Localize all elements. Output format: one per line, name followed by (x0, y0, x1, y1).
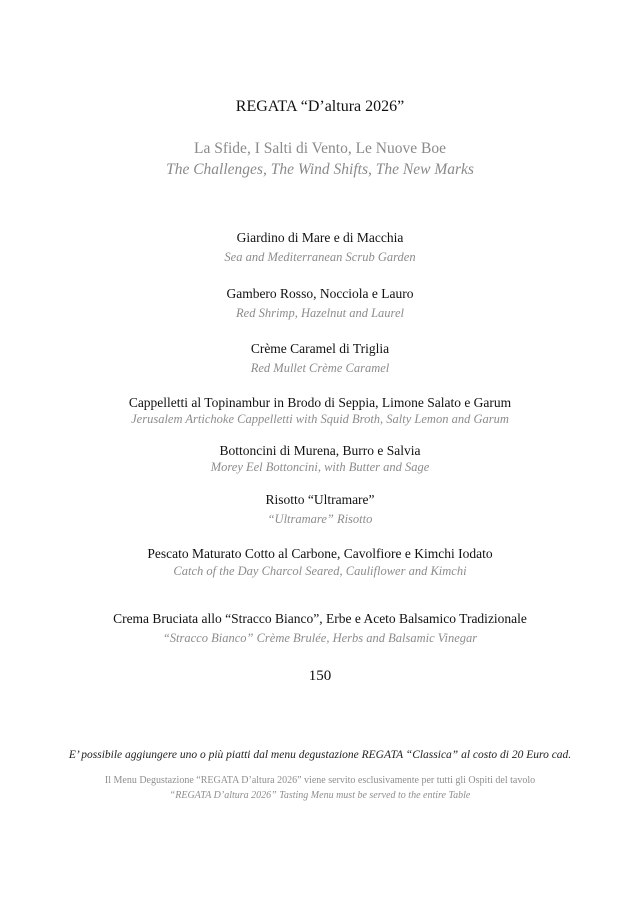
menu-subtitle-english: The Challenges, The Wind Shifts, The New Marks (166, 161, 474, 178)
course-4-translation: Jerusalem Artichoke Cappelletti with Squid Broth, Salty Lemon and Garum (131, 412, 509, 426)
course-3-translation: Red Mullet Crème Caramel (250, 361, 390, 375)
menu-subtitle-italian: La Sfide, I Salti di Vento, Le Nuove Boe (194, 140, 446, 157)
footer-note-italian: Il Menu Degustazione “REGATA D’altura 2026” viene servito esclusivamente per tutti gli Ospiti del tavolo (104, 775, 536, 786)
course-7-name: Pescato Maturato Cotto al Carbone, Cavolfiore e Kimchi Iodato (147, 546, 493, 561)
supplement-note: E’ possibile aggiungere uno o più piatti dal menu degustazione REGATA “Classica” al costo di 20 Euro cad. (68, 749, 572, 761)
course-8-name: Crema Bruciata allo “Stracco Bianco”, Erbe e Aceto Balsamico Tradizionale (113, 611, 527, 626)
menu-title: REGATA “D’altura 2026” (235, 98, 405, 115)
footer-note-english: “REGATA D’altura 2026” Tasting Menu must be served to the entire Table (169, 790, 471, 801)
course-1-translation: Sea and Mediterranean Scrub Garden (224, 250, 416, 264)
course-4-name: Cappelletti al Topinambur in Brodo di Seppia, Limone Salato e Garum (128, 395, 512, 410)
course-1-name: Giardino di Mare e di Macchia (236, 230, 404, 245)
course-2-name: Gambero Rosso, Nocciola e Lauro (226, 286, 414, 301)
course-3-name: Crème Caramel di Triglia (250, 341, 390, 356)
course-7-translation: Catch of the Day Charcol Seared, Cauliflower and Kimchi (173, 564, 467, 578)
menu-price: 150 (308, 668, 332, 684)
course-5-name: Bottoncini di Murena, Burro e Salvia (219, 443, 421, 458)
course-5-translation: Morey Eel Bottoncini, with Butter and Sage (210, 460, 430, 474)
course-8-translation: “Stracco Bianco” Crème Brulée, Herbs and Balsamic Vinegar (162, 631, 478, 645)
course-6-name: Risotto “Ultramare” (265, 492, 375, 507)
course-2-translation: Red Shrimp, Hazelnut and Laurel (236, 306, 404, 320)
course-6-translation: “Ultramare” Risotto (267, 512, 373, 526)
